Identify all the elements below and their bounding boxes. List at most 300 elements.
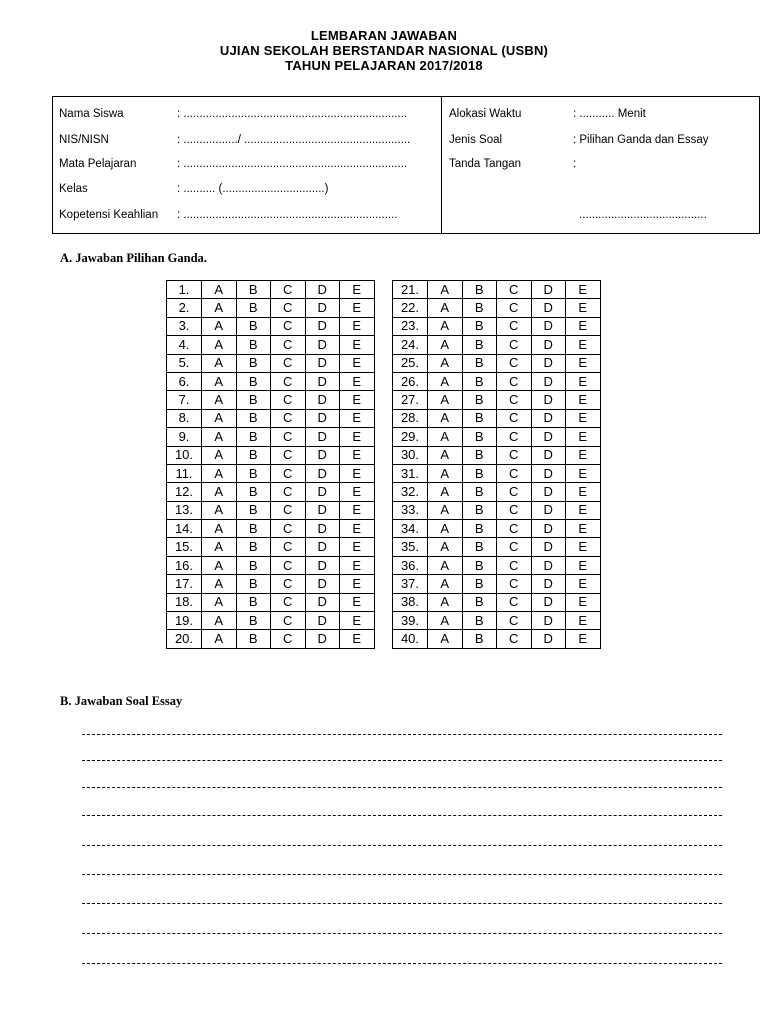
answer-option[interactable]: D — [305, 391, 340, 409]
answer-option[interactable]: C — [497, 575, 532, 593]
answer-row — [393, 520, 601, 538]
answer-option[interactable]: A — [428, 336, 463, 354]
answer-option[interactable]: C — [271, 281, 306, 299]
answer-option[interactable]: C — [271, 409, 306, 427]
answer-option[interactable]: B — [462, 612, 497, 630]
answer-row — [167, 556, 375, 574]
essay-answer-line[interactable] — [82, 787, 722, 788]
answer-option[interactable]: A — [202, 612, 237, 630]
answer-option[interactable]: D — [531, 391, 566, 409]
question-number: 20. — [167, 630, 202, 648]
answer-option[interactable]: A — [428, 575, 463, 593]
document-header — [0, 28, 768, 73]
answer-option[interactable]: B — [236, 409, 271, 427]
answer-row — [167, 446, 375, 464]
question-number: 17. — [167, 575, 202, 593]
answer-option[interactable]: D — [531, 630, 566, 648]
answer-option[interactable]: E — [566, 317, 601, 335]
academic-year: TAHUN PELAJARAN 2017/2018 — [285, 58, 483, 73]
answer-option[interactable]: B — [462, 317, 497, 335]
answer-option[interactable]: E — [340, 391, 375, 409]
question-number: 40. — [393, 630, 428, 648]
answer-option[interactable]: C — [271, 464, 306, 482]
answer-option[interactable]: D — [305, 538, 340, 556]
answer-option[interactable]: D — [305, 336, 340, 354]
answer-option[interactable]: B — [236, 520, 271, 538]
answer-option[interactable]: B — [236, 483, 271, 501]
answer-option[interactable]: E — [566, 428, 601, 446]
answer-option[interactable]: B — [236, 428, 271, 446]
answer-option[interactable]: A — [428, 428, 463, 446]
answer-option[interactable]: C — [271, 372, 306, 390]
answer-option[interactable]: A — [428, 556, 463, 574]
answer-option[interactable]: A — [428, 612, 463, 630]
answer-option[interactable]: E — [566, 391, 601, 409]
answer-row — [167, 299, 375, 317]
answer-option[interactable]: E — [340, 464, 375, 482]
answer-option[interactable]: C — [271, 391, 306, 409]
answer-option[interactable]: C — [497, 630, 532, 648]
question-number: 14. — [167, 520, 202, 538]
answer-option[interactable]: D — [531, 538, 566, 556]
answer-option[interactable]: A — [202, 630, 237, 648]
answer-option[interactable]: A — [202, 575, 237, 593]
answer-option[interactable]: B — [236, 281, 271, 299]
answer-option[interactable]: A — [428, 409, 463, 427]
answer-option[interactable]: C — [497, 317, 532, 335]
answer-option[interactable]: C — [497, 464, 532, 482]
answer-option[interactable]: B — [236, 317, 271, 335]
answer-option[interactable]: C — [497, 372, 532, 390]
answer-option[interactable]: D — [305, 317, 340, 335]
answer-option[interactable]: C — [497, 483, 532, 501]
answer-option[interactable]: E — [340, 317, 375, 335]
answer-option[interactable]: B — [236, 612, 271, 630]
answer-option[interactable]: E — [566, 409, 601, 427]
question-number: 19. — [167, 612, 202, 630]
answer-option[interactable]: E — [566, 372, 601, 390]
answer-row — [393, 281, 601, 299]
answer-option[interactable]: B — [236, 336, 271, 354]
answer-option[interactable]: D — [531, 372, 566, 390]
answer-row — [393, 317, 601, 335]
answer-option[interactable]: B — [462, 538, 497, 556]
answer-option[interactable]: D — [305, 299, 340, 317]
answer-option[interactable]: E — [566, 593, 601, 611]
answer-option[interactable]: A — [428, 593, 463, 611]
answer-option[interactable]: A — [202, 483, 237, 501]
question-number: 12. — [167, 483, 202, 501]
question-number: 2. — [167, 299, 202, 317]
answer-row — [393, 538, 601, 556]
answer-option[interactable]: D — [305, 372, 340, 390]
answer-option[interactable]: B — [236, 464, 271, 482]
answer-option[interactable]: D — [305, 520, 340, 538]
answer-option[interactable]: B — [462, 428, 497, 446]
answer-option[interactable]: E — [340, 538, 375, 556]
answer-row — [393, 556, 601, 574]
answer-option[interactable]: C — [271, 336, 306, 354]
question-number: 13. — [167, 501, 202, 519]
answer-option[interactable]: D — [305, 464, 340, 482]
answer-option[interactable]: B — [462, 446, 497, 464]
answer-option[interactable]: B — [462, 520, 497, 538]
answer-option[interactable]: A — [202, 520, 237, 538]
answer-option[interactable]: D — [531, 483, 566, 501]
answer-option[interactable]: C — [497, 446, 532, 464]
signature-label: Tanda Tangan — [449, 158, 522, 170]
answer-row — [393, 630, 601, 648]
answer-option[interactable]: E — [566, 612, 601, 630]
answer-row — [393, 501, 601, 519]
answer-option[interactable]: C — [271, 446, 306, 464]
answer-option[interactable]: E — [566, 281, 601, 299]
question-number: 39. — [393, 612, 428, 630]
answer-option[interactable]: C — [497, 281, 532, 299]
answer-option[interactable]: C — [497, 538, 532, 556]
student-name-label: Nama Siswa — [59, 108, 124, 120]
answer-option[interactable]: E — [340, 630, 375, 648]
answer-option[interactable]: E — [340, 372, 375, 390]
answer-option[interactable]: D — [531, 556, 566, 574]
answer-option[interactable]: C — [497, 299, 532, 317]
answer-row — [167, 464, 375, 482]
answer-option[interactable]: A — [428, 391, 463, 409]
signature-colon: : — [573, 158, 577, 170]
answer-option[interactable]: E — [566, 483, 601, 501]
answer-option[interactable]: C — [497, 354, 532, 372]
answer-option[interactable]: D — [305, 501, 340, 519]
answer-option[interactable]: A — [428, 501, 463, 519]
competency-label: Kopetensi Keahlian — [59, 209, 159, 221]
answer-option[interactable]: E — [340, 428, 375, 446]
answer-option[interactable]: C — [271, 593, 306, 611]
answer-row — [167, 409, 375, 427]
answer-option[interactable]: A — [202, 281, 237, 299]
answer-option[interactable]: E — [566, 354, 601, 372]
subject-field[interactable]: : ...................................................................... — [177, 158, 408, 170]
class-field[interactable]: : .......... (................................) — [177, 183, 329, 195]
answer-option[interactable]: B — [236, 446, 271, 464]
answer-option[interactable]: C — [271, 317, 306, 335]
answer-option[interactable]: D — [531, 464, 566, 482]
answer-option[interactable]: E — [340, 520, 375, 538]
answer-option[interactable]: E — [566, 299, 601, 317]
answer-option[interactable]: E — [566, 464, 601, 482]
answer-row — [167, 593, 375, 611]
answer-option[interactable]: A — [202, 556, 237, 574]
answer-option[interactable]: E — [340, 354, 375, 372]
question-number: 11. — [167, 464, 202, 482]
question-number: 16. — [167, 556, 202, 574]
answer-option[interactable]: D — [305, 409, 340, 427]
answer-row — [393, 446, 601, 464]
answer-option[interactable]: B — [462, 593, 497, 611]
answer-option[interactable]: C — [497, 409, 532, 427]
answer-option[interactable]: E — [340, 556, 375, 574]
answer-option[interactable]: D — [531, 428, 566, 446]
answer-option[interactable]: C — [271, 483, 306, 501]
answer-option[interactable]: A — [428, 281, 463, 299]
answer-option[interactable]: B — [462, 299, 497, 317]
answer-option[interactable]: D — [531, 501, 566, 519]
question-type-label: Jenis Soal — [449, 134, 503, 146]
answer-option[interactable]: C — [497, 612, 532, 630]
answer-row — [167, 538, 375, 556]
nis-nisn-label: NIS/NISN — [59, 134, 109, 146]
question-number: 37. — [393, 575, 428, 593]
answer-row — [167, 575, 375, 593]
answer-option[interactable]: D — [305, 575, 340, 593]
answer-option[interactable]: C — [497, 501, 532, 519]
answer-row — [393, 354, 601, 372]
answer-option[interactable]: D — [531, 281, 566, 299]
answer-option[interactable]: B — [462, 391, 497, 409]
class-label: Kelas — [59, 183, 88, 195]
answer-row — [167, 612, 375, 630]
answer-option[interactable]: E — [340, 336, 375, 354]
question-number: 35. — [393, 538, 428, 556]
question-number: 7. — [167, 391, 202, 409]
signature-line[interactable]: ........................................ — [579, 209, 707, 221]
question-number: 3. — [167, 317, 202, 335]
answer-option[interactable]: B — [462, 501, 497, 519]
answer-option[interactable]: E — [340, 409, 375, 427]
answer-table-21-40 — [392, 280, 601, 649]
essay-answer-line[interactable] — [82, 760, 722, 761]
question-number: 9. — [167, 428, 202, 446]
answer-option[interactable]: E — [566, 630, 601, 648]
essay-answer-line[interactable] — [82, 903, 722, 904]
answer-option[interactable]: C — [271, 428, 306, 446]
answer-option[interactable]: B — [462, 409, 497, 427]
answer-option[interactable]: A — [202, 538, 237, 556]
answer-option[interactable]: B — [462, 556, 497, 574]
question-number: 33. — [393, 501, 428, 519]
answer-option[interactable]: D — [531, 317, 566, 335]
question-number: 28. — [393, 409, 428, 427]
answer-option[interactable]: B — [236, 354, 271, 372]
answer-option[interactable]: D — [531, 575, 566, 593]
answer-option[interactable]: B — [236, 575, 271, 593]
question-number: 24. — [393, 336, 428, 354]
question-number: 21. — [393, 281, 428, 299]
answer-option[interactable]: D — [305, 354, 340, 372]
question-number: 36. — [393, 556, 428, 574]
answer-option[interactable]: B — [236, 630, 271, 648]
answer-option[interactable]: C — [497, 428, 532, 446]
answer-option[interactable]: A — [428, 483, 463, 501]
answer-option[interactable]: B — [236, 593, 271, 611]
answer-option[interactable]: C — [497, 391, 532, 409]
answer-option[interactable]: E — [566, 336, 601, 354]
essay-answer-line[interactable] — [82, 874, 722, 875]
student-info-box — [52, 96, 760, 234]
question-number: 32. — [393, 483, 428, 501]
answer-option[interactable]: C — [497, 336, 532, 354]
answer-option[interactable]: C — [271, 630, 306, 648]
question-number: 18. — [167, 593, 202, 611]
nis-nisn-field[interactable]: : ................./ .................................................... — [177, 134, 411, 146]
answer-row — [393, 299, 601, 317]
answer-option[interactable]: A — [428, 317, 463, 335]
answer-option[interactable]: B — [462, 630, 497, 648]
answer-option[interactable]: C — [271, 520, 306, 538]
answer-option[interactable]: A — [202, 372, 237, 390]
answer-option[interactable]: A — [202, 593, 237, 611]
answer-option[interactable]: D — [305, 446, 340, 464]
answer-option[interactable]: D — [305, 281, 340, 299]
question-number: 23. — [393, 317, 428, 335]
answer-option[interactable]: C — [271, 299, 306, 317]
answer-option[interactable]: A — [202, 446, 237, 464]
answer-option[interactable]: A — [202, 409, 237, 427]
answer-row — [167, 354, 375, 372]
answer-option[interactable]: D — [305, 556, 340, 574]
answer-option[interactable]: A — [428, 520, 463, 538]
answer-option[interactable]: D — [305, 483, 340, 501]
answer-option[interactable]: E — [566, 446, 601, 464]
answer-option[interactable]: E — [340, 593, 375, 611]
answer-option[interactable]: E — [340, 483, 375, 501]
answer-option[interactable]: B — [236, 299, 271, 317]
answer-option[interactable]: D — [531, 409, 566, 427]
answer-option[interactable]: B — [462, 336, 497, 354]
essay-answer-line[interactable] — [82, 933, 722, 934]
answer-option[interactable]: C — [497, 556, 532, 574]
essay-answer-line[interactable] — [82, 963, 722, 964]
answer-option[interactable]: B — [462, 281, 497, 299]
answer-row — [167, 391, 375, 409]
answer-row — [393, 391, 601, 409]
answer-option[interactable]: B — [236, 372, 271, 390]
answer-option[interactable]: E — [340, 501, 375, 519]
answer-row — [393, 336, 601, 354]
student-name-field[interactable]: : ...................................................................... — [177, 108, 408, 120]
answer-row — [167, 281, 375, 299]
answer-option[interactable]: A — [428, 538, 463, 556]
question-number: 31. — [393, 464, 428, 482]
answer-option[interactable]: B — [236, 538, 271, 556]
essay-answer-line[interactable] — [82, 845, 722, 846]
answer-option[interactable]: B — [462, 354, 497, 372]
answer-option[interactable]: C — [271, 538, 306, 556]
answer-option[interactable]: D — [531, 336, 566, 354]
answer-row — [393, 372, 601, 390]
question-number: 15. — [167, 538, 202, 556]
answer-option[interactable]: A — [202, 501, 237, 519]
answer-option[interactable]: E — [566, 556, 601, 574]
answer-option[interactable]: D — [305, 630, 340, 648]
answer-option[interactable]: A — [202, 464, 237, 482]
answer-option[interactable]: D — [531, 593, 566, 611]
answer-row — [167, 630, 375, 648]
answer-option[interactable]: E — [566, 538, 601, 556]
answer-row — [167, 317, 375, 335]
answer-option[interactable]: B — [462, 464, 497, 482]
answer-option[interactable]: E — [340, 446, 375, 464]
question-number: 30. — [393, 446, 428, 464]
answer-option[interactable]: D — [531, 299, 566, 317]
answer-option[interactable]: A — [428, 446, 463, 464]
answer-option[interactable]: A — [202, 299, 237, 317]
answer-option[interactable]: D — [305, 593, 340, 611]
answer-option[interactable]: A — [428, 299, 463, 317]
answer-option[interactable]: A — [202, 336, 237, 354]
subject-label: Mata Pelajaran — [59, 158, 137, 170]
answer-option[interactable]: B — [236, 501, 271, 519]
competency-field[interactable]: : ................................................................... — [177, 209, 398, 221]
answer-option[interactable]: D — [531, 446, 566, 464]
question-number: 4. — [167, 336, 202, 354]
answer-option[interactable]: A — [202, 317, 237, 335]
answer-row — [393, 575, 601, 593]
answer-option[interactable]: E — [340, 281, 375, 299]
answer-option[interactable]: C — [497, 593, 532, 611]
answer-option[interactable]: C — [271, 556, 306, 574]
answer-option[interactable]: E — [566, 575, 601, 593]
answer-option[interactable]: C — [271, 612, 306, 630]
answer-option[interactable]: E — [566, 501, 601, 519]
answer-option[interactable]: E — [566, 520, 601, 538]
answer-option[interactable]: C — [271, 501, 306, 519]
answer-option[interactable]: A — [428, 464, 463, 482]
answer-option[interactable]: A — [428, 372, 463, 390]
answer-row — [393, 428, 601, 446]
answer-option[interactable]: C — [271, 354, 306, 372]
exam-name: UJIAN SEKOLAH BERSTANDAR NASIONAL (USBN) — [219, 43, 549, 58]
answer-row — [167, 520, 375, 538]
answer-option[interactable]: A — [202, 354, 237, 372]
question-number: 34. — [393, 520, 428, 538]
doc-title: LEMBARAN JAWABAN — [310, 28, 458, 43]
answer-row — [167, 501, 375, 519]
answer-option[interactable]: B — [462, 575, 497, 593]
section-a-title: A. Jawaban Pilihan Ganda. — [60, 251, 207, 265]
answer-option[interactable]: D — [531, 354, 566, 372]
answer-option[interactable]: A — [202, 391, 237, 409]
question-number: 38. — [393, 593, 428, 611]
answer-option[interactable]: A — [202, 428, 237, 446]
answer-row — [167, 336, 375, 354]
answer-option[interactable]: C — [497, 520, 532, 538]
time-allocation-field[interactable]: : ........... Menit — [573, 108, 646, 120]
essay-answer-line[interactable] — [82, 815, 722, 816]
answer-option[interactable]: B — [462, 372, 497, 390]
answer-option[interactable]: E — [340, 612, 375, 630]
essay-answer-line[interactable] — [82, 734, 722, 735]
answer-option[interactable]: D — [305, 612, 340, 630]
answer-option[interactable]: E — [340, 575, 375, 593]
answer-option[interactable]: D — [531, 612, 566, 630]
answer-row — [393, 464, 601, 482]
question-number: 6. — [167, 372, 202, 390]
answer-option[interactable]: A — [428, 630, 463, 648]
answer-row — [167, 372, 375, 390]
answer-option[interactable]: B — [462, 483, 497, 501]
answer-option[interactable]: C — [271, 575, 306, 593]
question-number: 22. — [393, 299, 428, 317]
answer-option[interactable]: E — [340, 299, 375, 317]
answer-option[interactable]: A — [428, 354, 463, 372]
question-number: 27. — [393, 391, 428, 409]
answer-option[interactable]: D — [305, 428, 340, 446]
info-box-divider — [441, 97, 442, 233]
answer-option[interactable]: B — [236, 391, 271, 409]
question-number: 26. — [393, 372, 428, 390]
answer-option[interactable]: B — [236, 556, 271, 574]
answer-option[interactable]: D — [531, 520, 566, 538]
